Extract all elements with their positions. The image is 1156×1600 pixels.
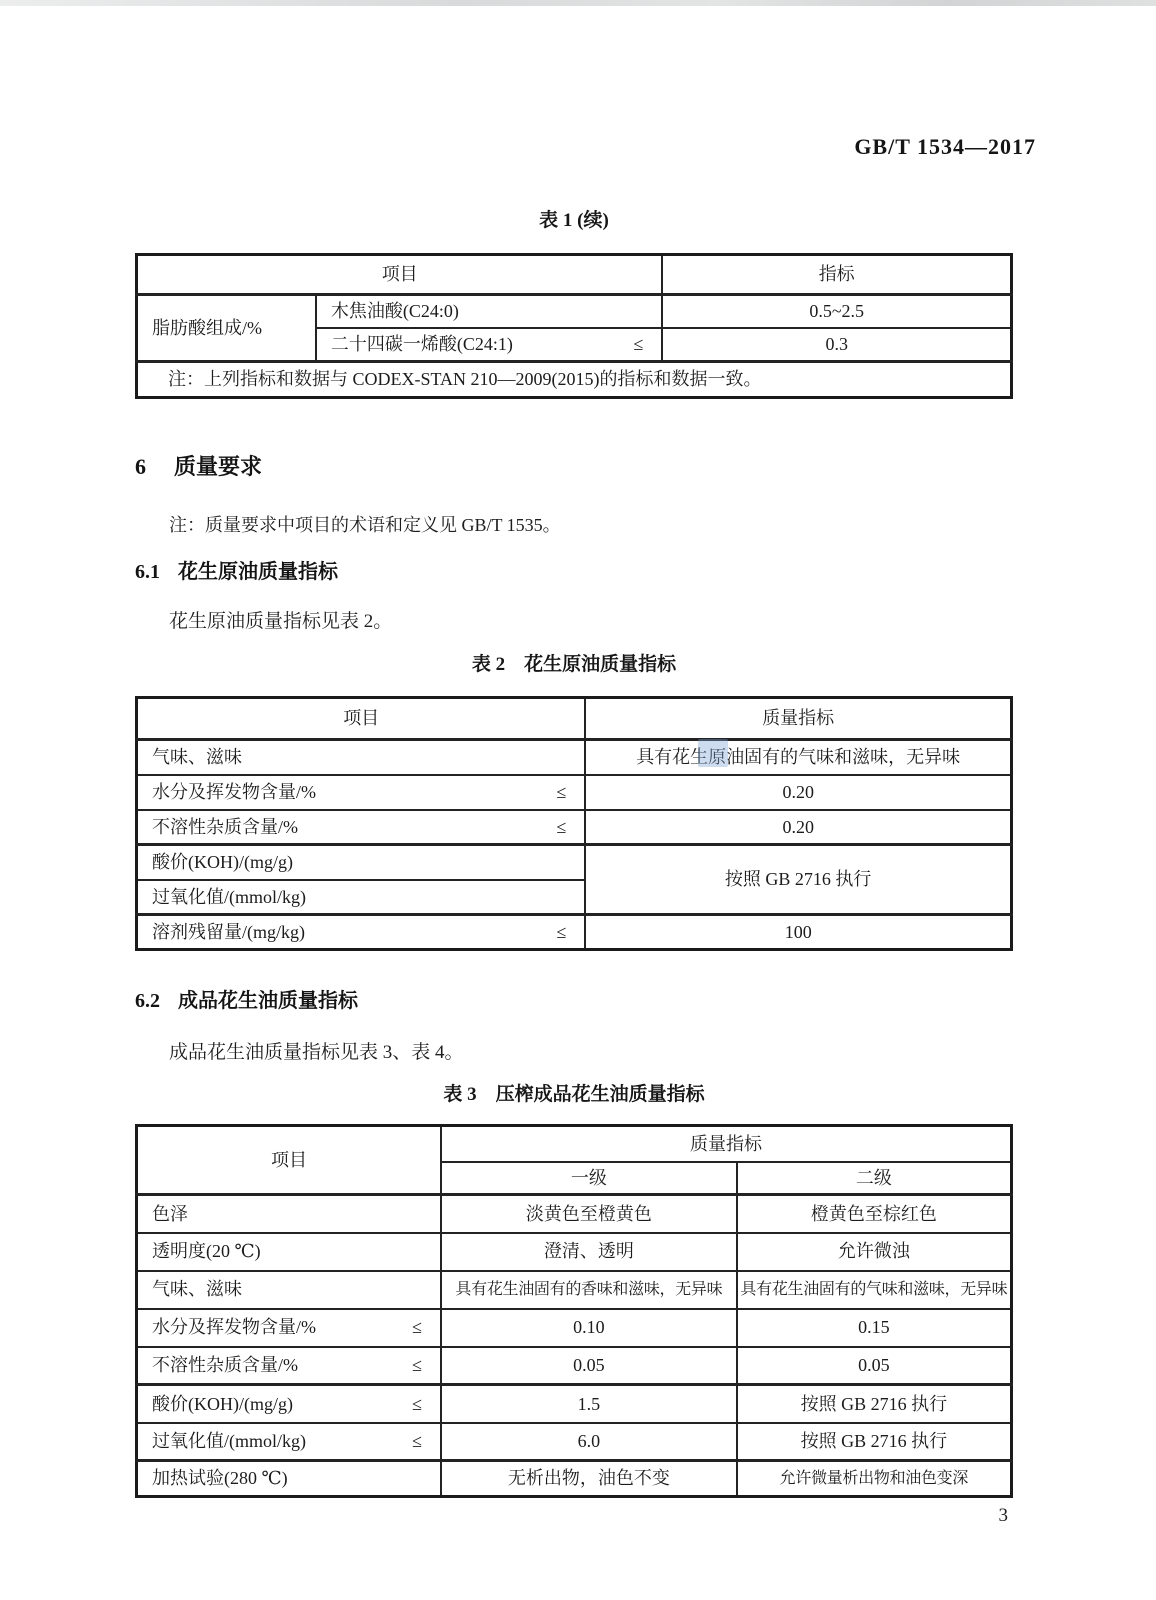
table1-col-item: 项目: [137, 255, 663, 295]
section-6-1-body: 花生原油质量指标见表 2。: [169, 611, 393, 632]
le-symbol: ≤: [556, 816, 567, 837]
le-symbol: ≤: [633, 334, 644, 354]
table-row: [137, 775, 1012, 810]
table2-merged-value-cell: 按照 GB 2716 执行: [585, 845, 1011, 915]
table2-col-indicator: 质量指标: [585, 698, 1011, 740]
table1-note: 注：上列指标和数据与 CODEX-STAN 210—2009(2015)的指标和数据一致。: [137, 362, 1012, 398]
page-number: 3: [998, 1505, 1008, 1526]
table2-item-cell: [137, 915, 586, 950]
table3-grade1-cell: 0.05: [441, 1347, 737, 1385]
table3-col-grade2: 二级: [737, 1162, 1012, 1195]
section-title: 成品花生油质量指标: [178, 990, 358, 1012]
table3-grade1-cell: 具有花生油固有的香味和滋味，无异味: [441, 1271, 737, 1309]
table-row: [137, 1347, 1012, 1385]
table3-item-cell: [137, 1385, 442, 1423]
table2-item-cell: [137, 775, 586, 810]
table3-item-cell: [137, 1461, 442, 1497]
table3-grade1-cell: 0.10: [441, 1309, 737, 1347]
table2-caption: 表 2 花生原油质量指标: [471, 654, 677, 675]
table3-col-indicator: 质量指标: [441, 1126, 1012, 1162]
item-name: 不溶性杂质含量/%: [152, 1355, 298, 1375]
table3-item-cell: [137, 1347, 442, 1385]
item-name: 酸价(KOH)/(mg/g): [152, 852, 293, 872]
table2-item-cell: [137, 845, 586, 880]
table1-item-cell: [316, 328, 663, 362]
table3-item-cell: [137, 1233, 442, 1271]
table-row: [137, 845, 1012, 880]
le-symbol: ≤: [412, 1317, 422, 1338]
table3-grade1-cell: 无析出物，油色不变: [441, 1461, 737, 1497]
section-6-2-heading: [135, 984, 358, 1013]
table3-item-cell: [137, 1309, 442, 1347]
table2-value-cell: 0.20: [585, 810, 1011, 845]
table3-grade2-cell: 0.15: [737, 1309, 1012, 1347]
table-row: [137, 810, 1012, 845]
section-6-heading: [135, 450, 262, 481]
table3: [135, 1124, 1013, 1498]
section-6-1-heading: [135, 555, 338, 584]
table2-col-item: 项目: [137, 698, 586, 740]
table-row: [137, 1385, 1012, 1423]
table3-grade2-cell: 橙黄色至棕红色: [737, 1195, 1012, 1233]
item-name: 不溶性杂质含量/%: [152, 816, 298, 837]
section-number: 6.1: [135, 561, 160, 583]
table2-value-cell: 100: [585, 915, 1011, 950]
table3-grade2-cell: 具有花生油固有的气味和滋味，无异味: [737, 1271, 1012, 1309]
table3-grade1-cell: 澄清、透明: [441, 1233, 737, 1271]
le-symbol: ≤: [412, 1393, 422, 1414]
section-title: 花生原油质量指标: [178, 561, 338, 583]
item-name: 水分及挥发物含量/%: [152, 781, 316, 802]
table2: [135, 696, 1013, 951]
le-symbol: ≤: [412, 1355, 422, 1375]
item-name: 过氧化值/(mmol/kg): [152, 1431, 306, 1451]
table3-grade2-cell: 允许微量析出物和油色变深: [737, 1461, 1012, 1497]
table-row: [137, 1233, 1012, 1271]
item-name: 酸价(KOH)/(mg/g): [152, 1393, 293, 1414]
table3-grade2-cell: 按照 GB 2716 执行: [737, 1423, 1012, 1461]
item-name: 水分及挥发物含量/%: [152, 1317, 316, 1338]
table3-col-item: 项目: [137, 1126, 442, 1195]
table-row: [137, 740, 1012, 775]
table2-item-cell: [137, 810, 586, 845]
table1-col-indicator: 指标: [662, 255, 1011, 295]
section-title: 质量要求: [174, 454, 263, 479]
table1-note-row: [137, 362, 1012, 398]
table3-caption: 表 3 压榨成品花生油质量指标: [443, 1084, 705, 1105]
table-row: [137, 1195, 1012, 1233]
viewer-watermark: [698, 739, 728, 767]
table-row: [137, 1461, 1012, 1497]
scan-page-edge: [0, 0, 1156, 6]
item-name: 过氧化值/(mmol/kg): [152, 886, 306, 907]
table-row: [137, 1271, 1012, 1309]
table-row: [137, 1309, 1012, 1347]
table2-item-cell: [137, 880, 586, 915]
item-name: 色泽: [152, 1203, 188, 1224]
table2-header-row: [137, 698, 1012, 740]
section-number: 6.2: [135, 990, 160, 1012]
table-row: [137, 295, 1012, 328]
table3-grade2-cell: 允许微浊: [737, 1233, 1012, 1271]
table2-value-cell: 0.20: [585, 775, 1011, 810]
table3-item-cell: [137, 1195, 442, 1233]
table2-value-cell: 具有花生原油固有的气味和滋味，无异味: [585, 740, 1011, 775]
table3-header-row: [137, 1126, 1012, 1162]
table1-value-cell: 0.5~2.5: [662, 295, 1011, 328]
table3-grade1-cell: 6.0: [441, 1423, 737, 1461]
section-6-note: 注：质量要求中项目的术语和定义见 GB/T 1535。: [169, 515, 561, 535]
item-name: 加热试验(280 ℃): [152, 1468, 288, 1489]
standard-number: GB/T 1534—2017: [854, 134, 1036, 159]
table1-value-cell: 0.3: [662, 328, 1011, 362]
table3-item-cell: [137, 1271, 442, 1309]
le-symbol: ≤: [412, 1431, 422, 1451]
table1-caption: 表 1 (续): [539, 210, 609, 231]
section-number: 6: [135, 454, 146, 479]
section-6-2-body: 成品花生油质量指标见表 3、表 4。: [169, 1042, 464, 1063]
table3-grade1-cell: 淡黄色至橙黄色: [441, 1195, 737, 1233]
item-name: 溶剂残留量/(mg/kg): [152, 921, 305, 942]
table3-item-cell: [137, 1423, 442, 1461]
table3-grade2-cell: 0.05: [737, 1347, 1012, 1385]
table2-item-cell: [137, 740, 586, 775]
item-name: 气味、滋味: [152, 747, 242, 767]
le-symbol: ≤: [556, 781, 567, 802]
table3-grade2-cell: 按照 GB 2716 执行: [737, 1385, 1012, 1423]
item-name: 气味、滋味: [152, 1279, 242, 1300]
table1-header-row: [137, 255, 1012, 295]
le-symbol: ≤: [556, 921, 567, 942]
table1-item-cell: [316, 295, 663, 328]
item-name: 透明度(20 ℃): [152, 1241, 261, 1262]
table3-col-grade1: 一级: [441, 1162, 737, 1195]
table3-grade1-cell: 1.5: [441, 1385, 737, 1423]
item-name: 木焦油酸(C24:0): [330, 301, 459, 321]
table1: [135, 253, 1013, 399]
table-row: [137, 915, 1012, 950]
table1-group-label: 脂肪酸组成/%: [137, 295, 316, 362]
table-row: [137, 1423, 1012, 1461]
item-name: 二十四碳一烯酸(C24:1): [330, 334, 513, 354]
